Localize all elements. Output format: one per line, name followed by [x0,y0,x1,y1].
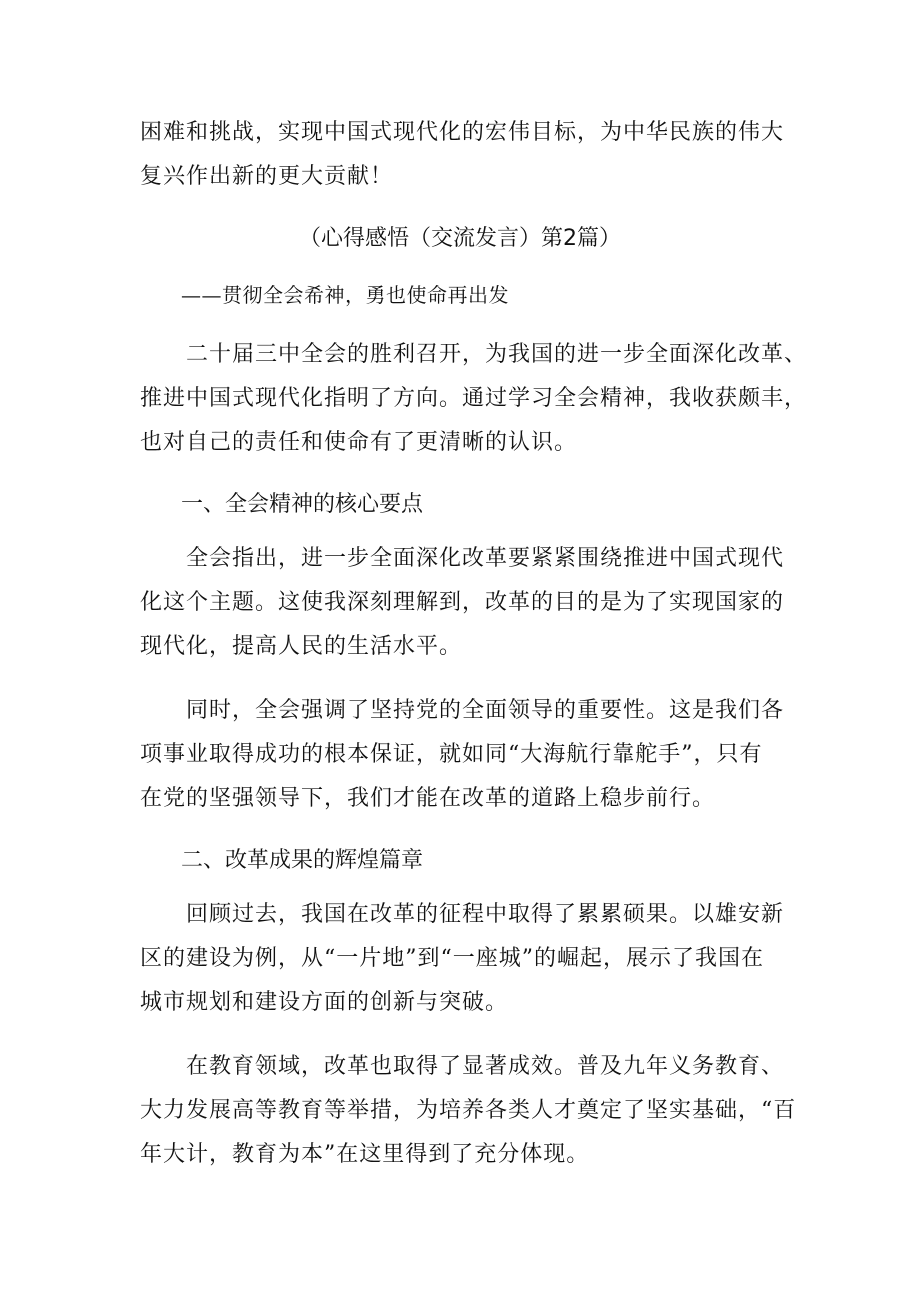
paragraph-line: 二十届三中全会的胜利召开，为我国的进一步全面深化改革、 [186,342,808,367]
section-heading: 一、全会精神的核心要点 [181,492,424,517]
paragraph-line: 全会指出，进一步全面深化改革要紧紧围绕推进中国式现代 [186,546,785,571]
intro-line: 困难和挑战，实现中国式现代化的宏伟目标，为中华民族的伟大 [140,120,785,145]
article-subtitle: ——贯彻全会希神，勇也使命再出发 [181,283,509,307]
paragraph-line: 城市规划和建设方面的创新与突破。 [140,990,509,1015]
paragraph-line: 在党的坚强领导下，我们才能在改革的道路上稳步前行。 [140,786,716,811]
paragraph-line: 在教育领域，改革也取得了显著成效。普及九年义务教育、 [186,1054,785,1079]
paragraph-line: 同时，全会强调了坚持党的全面领导的重要性。这是我们各 [186,698,785,723]
paragraph-line: 区的建设为例，从“一片地”到“一座城”的崛起，展示了我国在 [140,946,764,971]
paragraph-line: 现代化，提高人民的生活水平。 [140,634,463,659]
paragraph-line: 项事业取得成功的根本保证，就如同“大海航行靠舵手”，只有 [140,742,763,767]
paragraph-line: 年大计，教育为本”在这里得到了充分体现。 [140,1142,590,1167]
intro-line: 复兴作出新的更大贡献！ [140,164,394,189]
section-heading: 二、改革成果的辉煌篇章 [181,848,424,873]
paragraph-line: 化这个主题。这使我深刻理解到，改革的目的是为了实现国家的 [140,590,785,615]
paragraph-line: 推进中国式现代化指明了方向。通过学习全会精神，我收获颇丰， [140,386,808,411]
paragraph-line: 也对自己的责任和使命有了更清晰的认识。 [140,430,578,455]
paragraph-line: 回顾过去，我国在改革的征程中取得了累累硕果。以雄安新 [186,902,785,927]
paragraph-line: 大力发展高等教育等举措，为培养各类人才奠定了坚实基础，“百 [140,1098,797,1123]
article-title: （心得感悟（交流发言）第2篇） [299,226,621,251]
